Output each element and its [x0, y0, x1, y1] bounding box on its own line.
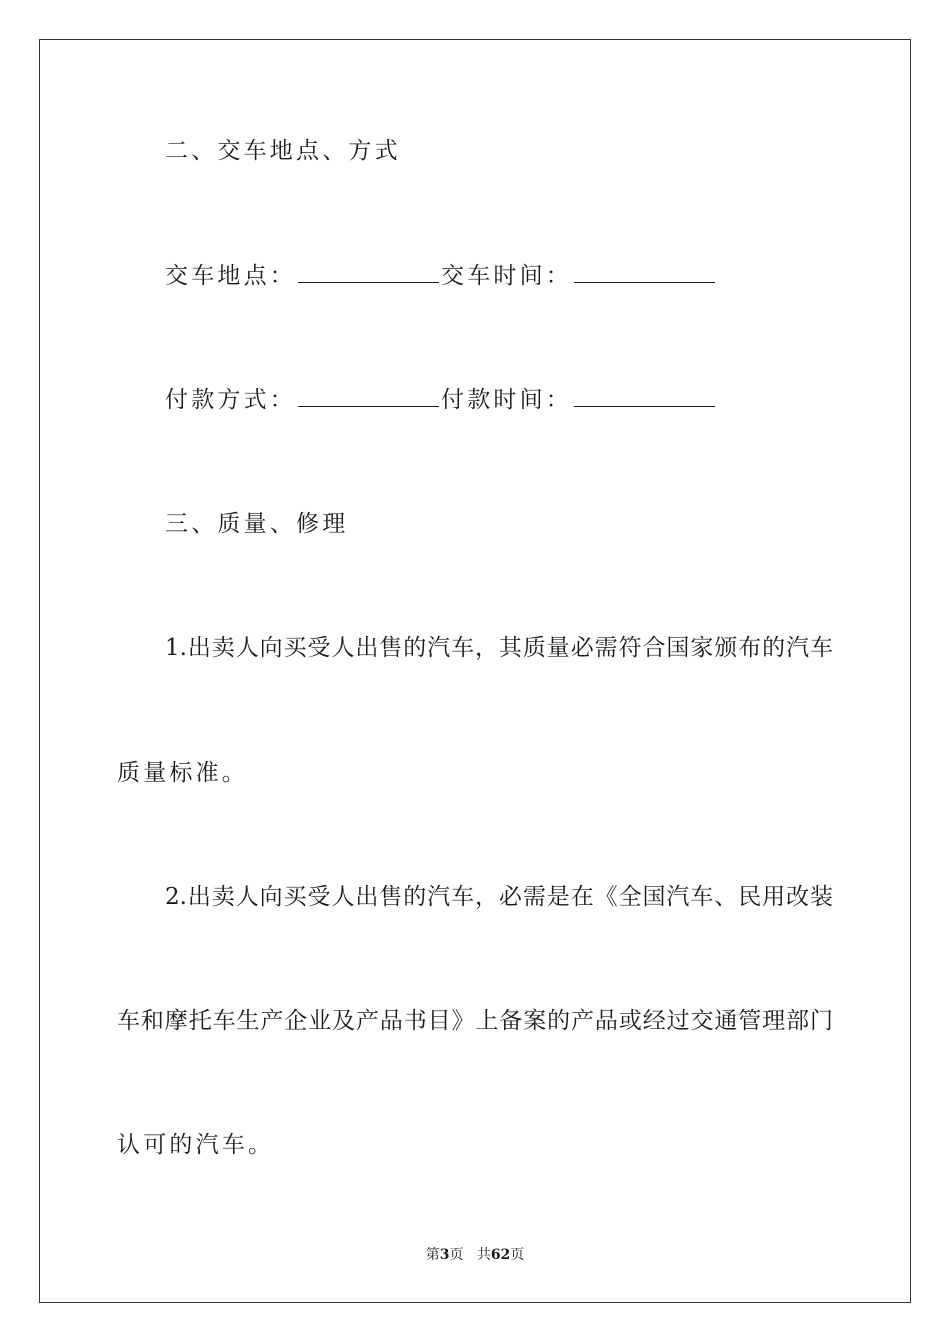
total-suffix: 页 [510, 1247, 525, 1263]
clause-1-line-1: 1.出卖人向买受人出售的汽车，其质量必需符合国家颁布的汽车 [165, 635, 833, 661]
section-3-heading: 三、质量、修理 [165, 511, 349, 537]
delivery-time-label: 交车时间： [441, 263, 572, 289]
total-prefix: 共 [476, 1247, 491, 1263]
delivery-row [165, 261, 717, 291]
payment-method-blank [298, 386, 439, 407]
clause-2-line-2: 车和摩托车生产企业及产品书目》上备案的产品或经过交通管理部门 [117, 1008, 833, 1034]
delivery-place-blank [298, 262, 439, 283]
page-number: 3 [439, 1247, 450, 1263]
clause-2-line-1: 2.出卖人向买受人出售的汽车，必需是在《全国汽车、民用改装 [165, 884, 833, 910]
section-2-heading: 二、交车地点、方式 [165, 138, 401, 164]
payment-row [165, 385, 717, 415]
page-suffix: 页 [449, 1247, 464, 1263]
delivery-place-label: 交车地点： [165, 263, 296, 289]
clause-2-line-3: 认可的汽车。 [117, 1132, 275, 1158]
clause-1-line-2: 质量标准。 [117, 760, 248, 786]
delivery-time-blank [574, 262, 715, 283]
page-footer [0, 1245, 950, 1265]
payment-time-blank [574, 386, 715, 407]
page-border [39, 39, 911, 1303]
payment-method-label: 付款方式： [165, 387, 296, 413]
payment-time-label: 付款时间： [441, 387, 572, 413]
page-prefix: 第 [425, 1247, 440, 1263]
total-pages: 62 [490, 1247, 511, 1263]
